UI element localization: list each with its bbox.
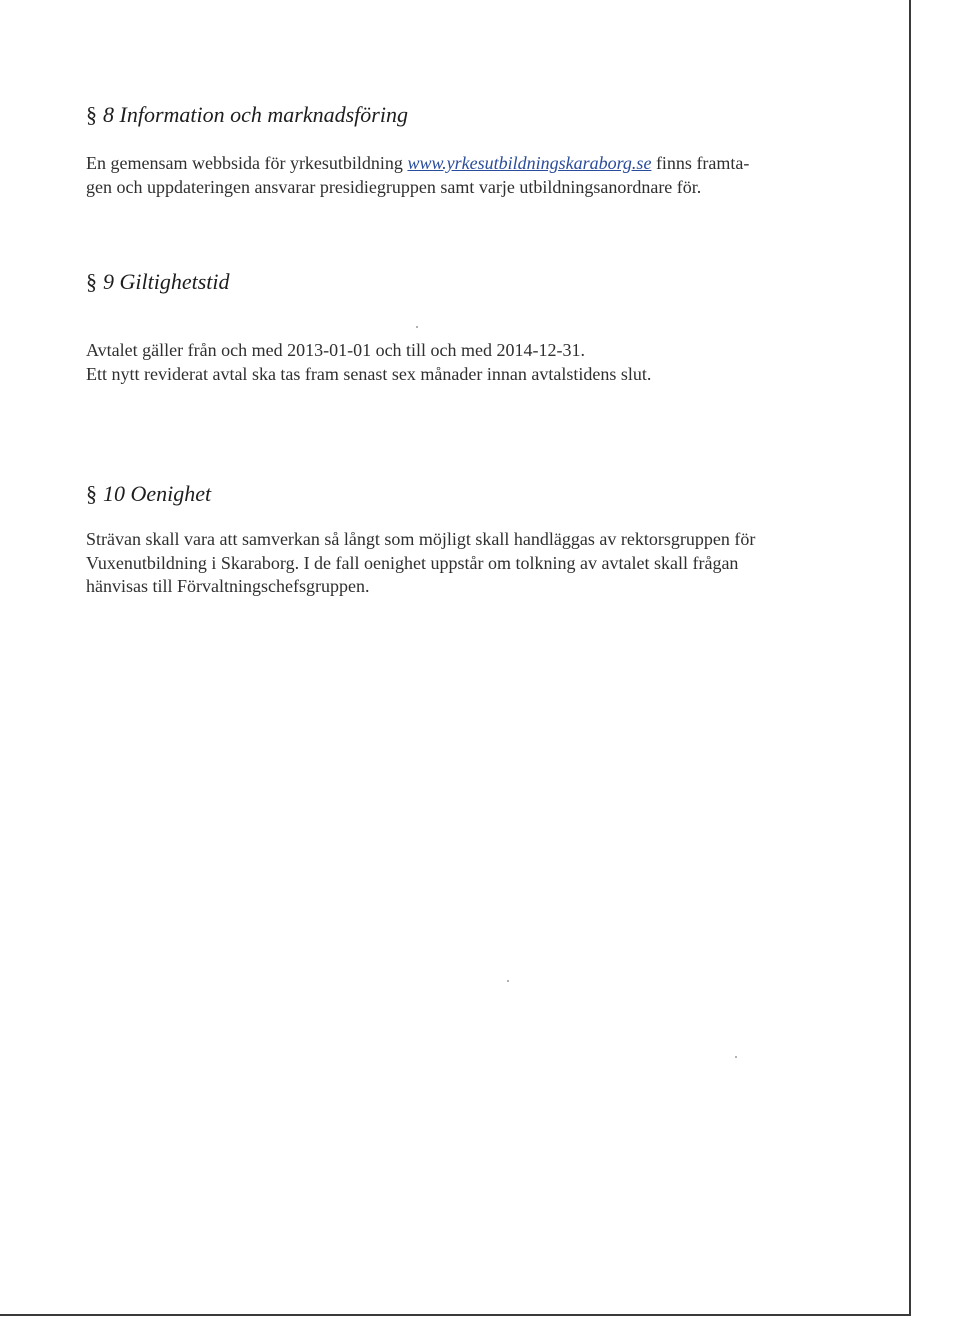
section-8-heading [86, 102, 846, 128]
page-border-bottom [0, 1314, 911, 1316]
section-9 [86, 269, 846, 386]
section-10-line-2: Vuxenutbildning i Skaraborg. I de fall oenighet uppstår om tolkning av avtalet skall frågan [86, 552, 739, 573]
scan-speck [507, 980, 509, 982]
section-9-body [86, 339, 846, 386]
section-10 [86, 481, 846, 599]
section-mark: § [86, 102, 97, 127]
website-link[interactable]: www.yrkesutbildningskaraborg.se [407, 153, 652, 173]
section-8-line-1 [86, 152, 846, 176]
section-9-line-1: Avtalet gäller från och med 2013-01-01 och till och med 2014-12-31. [86, 340, 586, 360]
section-8-line-2: gen och uppdateringen ansvarar presidiegruppen samt varje utbildningsanordnare för. [86, 176, 702, 197]
section-8 [86, 102, 846, 199]
scan-speck [416, 326, 418, 328]
section-8-body [86, 152, 846, 199]
section-10-title: 10 Oenighet [103, 481, 212, 506]
section-10-line-3: hänvisas till Förvaltningschefsgruppen. [86, 576, 370, 596]
section-8-text-after-link: finns framta- [651, 153, 750, 173]
section-9-line-2: Ett nytt reviderat avtal ska tas fram senast sex månader innan avtalstidens slut. [86, 363, 652, 384]
section-mark: § [86, 481, 97, 506]
section-10-heading [86, 481, 846, 507]
section-10-line-1: Strävan skall vara att samverkan så långt som möjligt skall handläggas av rektorsgruppen för [86, 529, 756, 549]
page-border-right [909, 0, 911, 1316]
section-9-heading [86, 269, 846, 295]
section-8-title: 8 Information och marknadsföring [103, 102, 408, 127]
section-10-body [86, 528, 846, 599]
scan-speck [735, 1056, 737, 1058]
section-mark: § [86, 269, 97, 294]
section-9-title: 9 Giltighetstid [103, 269, 230, 294]
section-8-text-before-link: En gemensam webbsida för yrkesutbildning [86, 153, 408, 173]
